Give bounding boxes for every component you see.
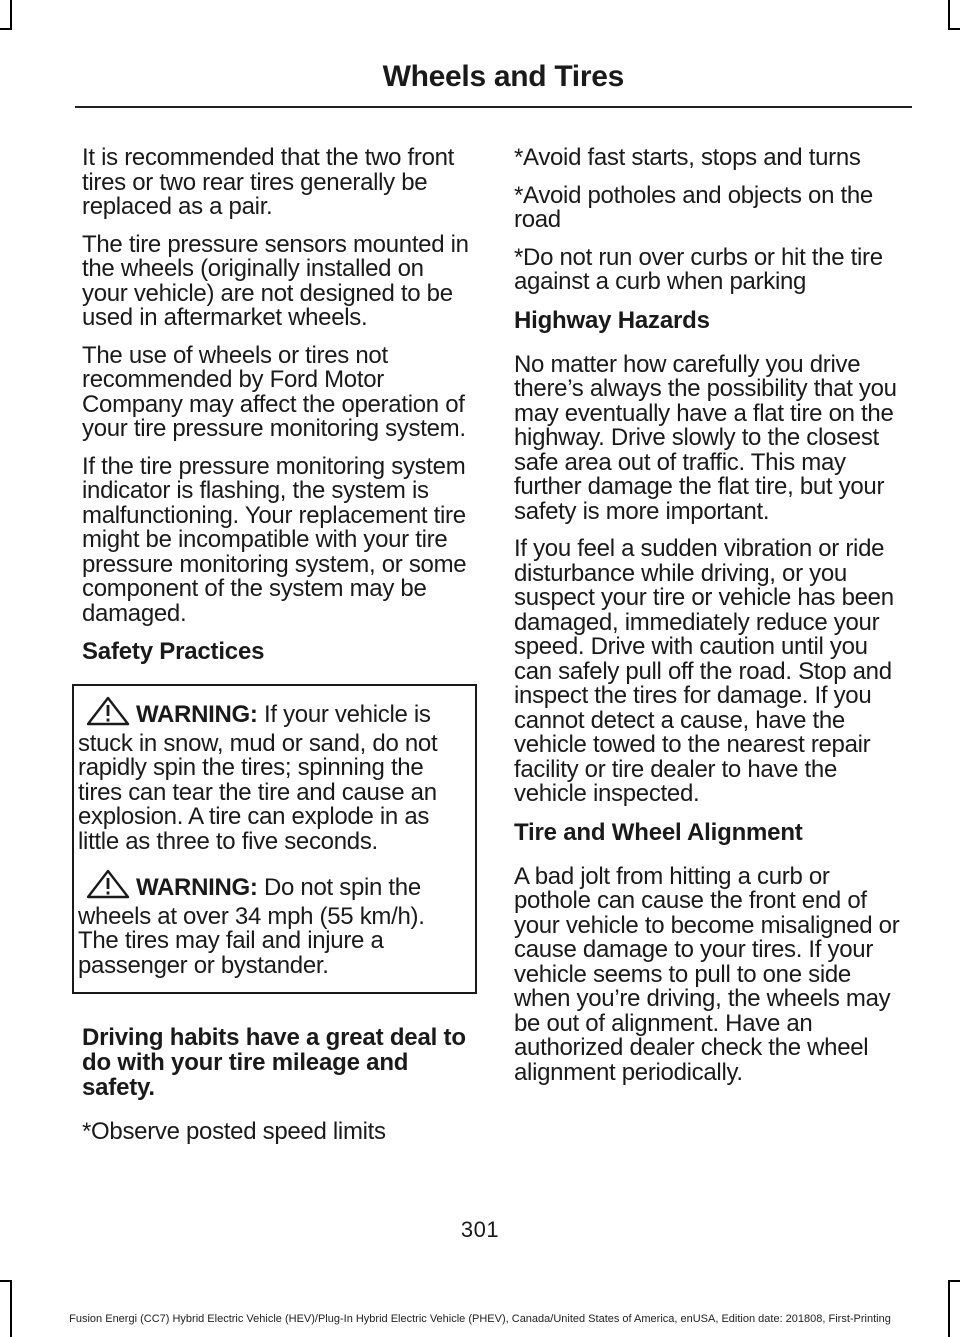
paragraph: *Avoid potholes and objects on the road: [514, 181, 873, 233]
crop-mark-top-left-v: [10, 0, 12, 30]
paragraph: It is recommended that the two front tires or two rear tires generally be replaced as a pair.: [82, 144, 455, 220]
warning-box: [72, 684, 477, 994]
section-heading-driving-habits: Driving habits have a great deal to do with your tire mileage and safety.: [82, 1024, 466, 1101]
section-heading-highway-hazards: Highway Hazards: [514, 306, 710, 334]
paragraph: *Avoid fast starts, stops and turns: [514, 144, 861, 171]
warning-text: Do not spin the wheels at over 34 mph (55 km/h). The tires may fail and injure a passenger or bystander.: [78, 874, 425, 979]
title-divider: [75, 106, 912, 108]
crop-mark-bottom-right-v: [948, 1280, 950, 1337]
section-heading-alignment: Tire and Wheel Alignment: [514, 818, 803, 846]
right-column: [514, 146, 908, 1098]
page-title: Wheels and Tires: [382, 60, 624, 93]
crop-mark-top-right-v: [948, 0, 950, 30]
crop-mark-top-left-h: [0, 28, 12, 30]
crop-mark-bottom-left-h: [0, 1280, 12, 1282]
warning-item: [78, 869, 469, 978]
left-column: [78, 144, 475, 1158]
paragraph: A bad jolt from hitting a curb or pothole can cause the front end of your vehicle to become misaligned or cause damage to your tires. If your vehicle seems to pull to one side when you’re driving, the wheels may be out of alignment. Have an authorized dealer check the wheel alignment periodically.: [514, 862, 900, 1086]
warning-text: If your vehicle is stuck in snow, mud or sand, do not rapidly spin the tires; spinning the tires can tear the tire and cause an explosion. A tire can explode in as little as three to five seconds.: [78, 701, 438, 855]
warning-item: [78, 696, 469, 854]
section-heading-safety: Safety Practices: [82, 638, 265, 665]
crop-mark-bottom-left-v: [10, 1280, 12, 1337]
paragraph: *Do not run over curbs or hit the tire against a curb when parking: [514, 243, 883, 295]
paragraph: The use of wheels or tires not recommended by Ford Motor Company may affect the operation of your tire pressure monitoring system.: [82, 341, 466, 442]
crop-mark-top-right-h: [948, 28, 960, 30]
paragraph: If you feel a sudden vibration or ride disturbance while driving, or you suspect your tire or vehicle has been damaged, immediately reduce your speed. Drive with caution until you can safely pull off the road. Stop and inspect the tires for damage. If you cannot detect a cause, have the vehicle towed to the nearest repair facility or tire dealer to have the vehicle inspected.: [514, 535, 894, 807]
warning-triangle-icon: [86, 869, 130, 905]
paragraph: If the tire pressure monitoring system indicator is flashing, the system is malfunctioning. Your replacement tire might be incompatible with your tire pressure monitoring system, or some component of the system may be damaged.: [82, 452, 467, 627]
crop-mark-bottom-right-h: [948, 1280, 960, 1282]
paragraph: *Observe posted speed limits: [82, 1118, 386, 1145]
warning-label: WARNING:: [136, 874, 258, 901]
footer-text: Fusion Energi (CC7) Hybrid Electric Vehicle (HEV)/Plug-In Hybrid Electric Vehicle (PHEV), Canada/United States of America, enUSA, Edition date: 201808, First-Printing: [69, 1313, 891, 1325]
paragraph: The tire pressure sensors mounted in the wheels (originally installed on your vehicle) are not designed to be used in aftermarket wheels.: [82, 230, 469, 331]
paragraph: No matter how carefully you drive there’s always the possibility that you may eventually have a flat tire on the highway. Drive slowly to the closest safe area out of traffic. This may further damage the flat tire, but your safety is more important.: [514, 350, 897, 525]
warning-triangle-icon: [86, 696, 130, 732]
warning-label: WARNING:: [136, 701, 258, 728]
page-number: 301: [460, 1217, 500, 1242]
